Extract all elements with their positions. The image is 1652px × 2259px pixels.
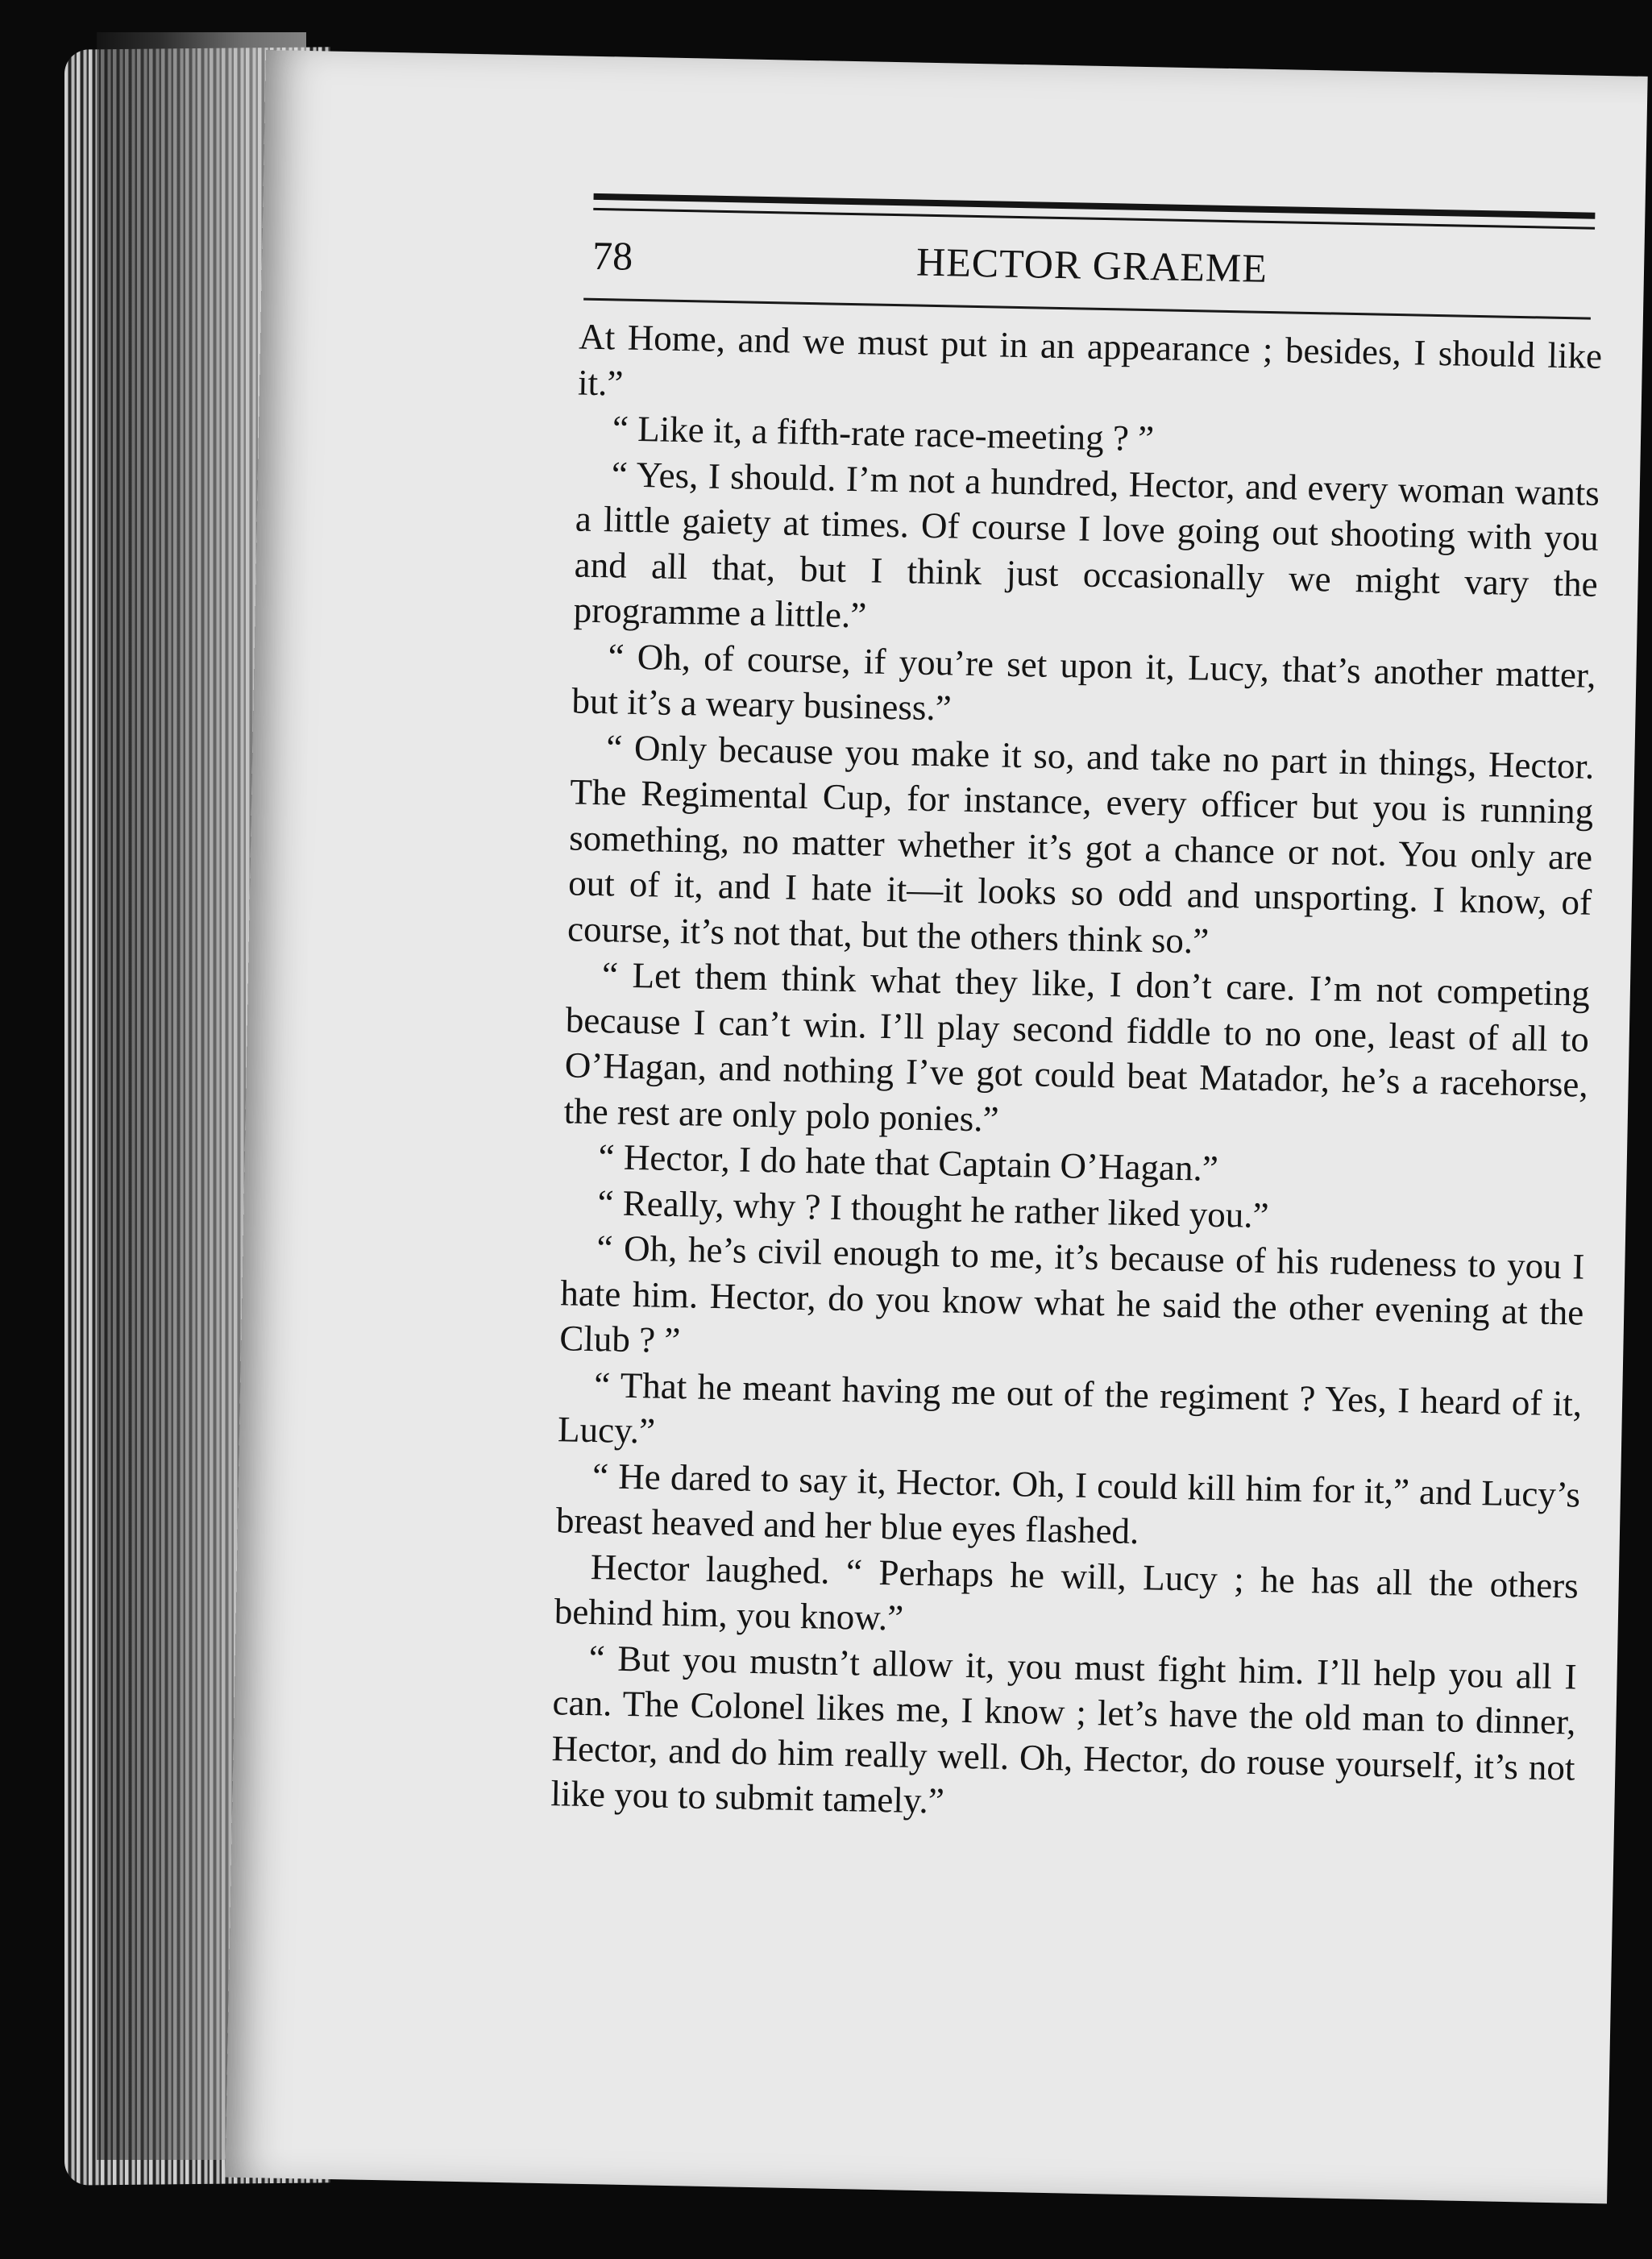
header-rule-thick xyxy=(594,193,1596,219)
paragraph: “ That he meant having me out of the regiment ? Yes, I heard of it, Lucy.” xyxy=(557,1364,1583,1451)
page-number: 78 xyxy=(591,232,633,279)
paragraph: At Home, and we must put in an appearance ; besides, I should like it.” xyxy=(577,316,1603,404)
paragraph: “ Yes, I should. I’m not a hundred, Hector, and every woman wants a little gaiety at times. Of course I love going out shooting with you and all that, but I think just occasionally we might vary the programme a little.” xyxy=(573,453,1600,636)
paragraph: “ Oh, he’s civil enough to me, it’s because of his rudeness to you I hate him. Hector, do you know what he said the other evening at the Club ? ” xyxy=(558,1227,1585,1361)
paragraph: “ But you mustn’t allow it, you must fight him. I’ll help you all I can. The Colonel likes me, I know ; let’s have the old man to dinner, Hector, and do him really well. Oh, Hector, do rouse yourself, it’s not like you to submit tamely.” xyxy=(550,1637,1578,1821)
body-text xyxy=(550,314,1603,1837)
paragraph: “ He dared to say it, Hector. Oh, I could kill him for it,” and Lucy’s breast heaved and her blue eyes flashed. xyxy=(555,1455,1581,1552)
paragraph: “ Like it, a fifth-rate race-meeting ? ” xyxy=(612,408,1155,459)
paragraph: “ Oh, of course, if you’re set upon it, Lucy, that’s another matter, but it’s a weary business.” xyxy=(571,635,1596,729)
book-page xyxy=(225,50,1647,2203)
paragraph: “ Only because you make it so, and take no part in things, Hector. The Regimental Cup, for instance, every officer but you is running something, no matter whether it’s got a chance or not. You only are out of it, and I hate it—it looks so odd and unsporting. I know, of course, it’s not that, but the others think so.” xyxy=(567,726,1595,961)
paragraph: “ Let them think what they like, I don’t care. I’m not competing because I can’t win. I’ll play second fiddle to no one, least of all to O’Hagan, and nothing I’ve got could beat Matador, he’s a racehorse, the rest are only polo ponies.” xyxy=(563,954,1591,1140)
running-title: HECTOR GRAEME xyxy=(915,239,1268,291)
running-head xyxy=(583,232,1600,311)
paragraph: “ Really, why ? I thought he rather liked you.” xyxy=(597,1181,1270,1235)
paragraph: Hector laughed. “ Perhaps he will, Lucy ; he has all the others behind him, you know.” xyxy=(554,1546,1579,1638)
paragraph: “ Hector, I do hate that Captain O’Hagan.” xyxy=(598,1136,1219,1189)
